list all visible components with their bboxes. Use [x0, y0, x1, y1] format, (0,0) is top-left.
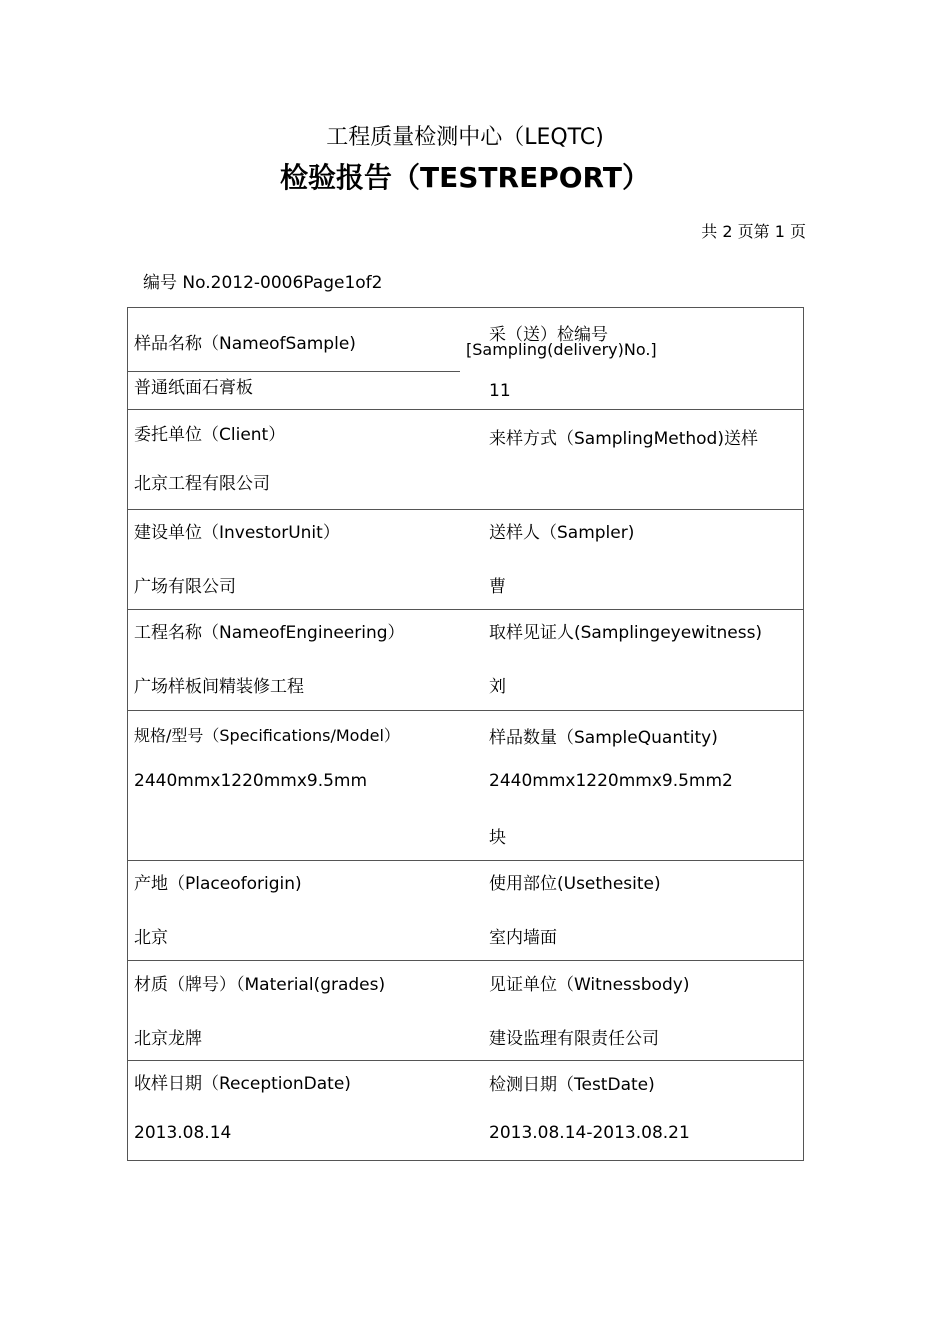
table-row [128, 1061, 803, 1160]
sampling-no-value: 11 [489, 381, 511, 401]
table-row [128, 861, 803, 961]
table-row [128, 711, 803, 861]
engineering-label: 工程名称（NameofEngineering） [134, 623, 405, 643]
sampler-label: 送样人（Sampler) [489, 523, 635, 543]
report-number: 编号 No.2012-0006Page1of2 [143, 273, 383, 293]
sampling-no-label: 采（送）检编号 [489, 325, 608, 345]
quantity-label: 样品数量（SampleQuantity) [489, 728, 718, 748]
origin-label: 产地（Placeoforigin) [134, 874, 302, 894]
table-row [128, 410, 803, 510]
test-date-value: 2013.08.14-2013.08.21 [489, 1123, 690, 1143]
witness-label: 见证单位（Witnessbody) [489, 975, 690, 995]
material-value: 北京龙牌 [134, 1029, 202, 1049]
spec-value: 2440mmx1220mmx9.5mm [134, 771, 368, 791]
sampling-no-label-en: [Sampling(delivery)No.] [466, 340, 657, 359]
sampling-method: 来样方式（SamplingMethod)送样 [489, 429, 758, 449]
material-label: 材质（牌号）（Material(grades) [134, 975, 386, 995]
table-row [128, 610, 803, 711]
eyewitness-label: 取样见证人(Samplingeyewitness) [489, 623, 763, 643]
sample-name-value: 普通纸面石膏板 [134, 378, 253, 398]
quantity-value: 2440mmx1220mmx9.5mm2 [489, 771, 733, 791]
engineering-value: 广场样板间精装修工程 [134, 677, 304, 697]
client-label: 委托单位（Client） [134, 425, 286, 445]
client-value: 北京工程有限公司 [134, 474, 270, 494]
report-title: 检验报告（TESTREPORT） [280, 161, 650, 194]
sample-name-label: 样品名称（NameofSample) [134, 334, 356, 354]
info-table [127, 307, 804, 1161]
investor-label: 建设单位（InvestorUnit） [134, 523, 340, 543]
eyewitness-value: 刘 [489, 677, 506, 697]
quantity-unit: 块 [489, 828, 506, 848]
table-row [128, 510, 803, 610]
witness-value: 建设监理有限责任公司 [489, 1029, 659, 1049]
site-label: 使用部位(Usethesite) [489, 874, 661, 894]
origin-value: 北京 [134, 928, 168, 948]
investor-value: 广场有限公司 [134, 577, 236, 597]
table-row [128, 308, 803, 410]
spec-label: 规格/型号（Specifications/Model） [134, 726, 400, 745]
divider [128, 371, 460, 372]
reception-value: 2013.08.14 [134, 1123, 232, 1143]
test-date-label: 检测日期（TestDate) [489, 1075, 655, 1095]
center-title: 工程质量检测中心（LEQTC) [326, 125, 604, 150]
table-row [128, 961, 803, 1061]
sampler-value: 曹 [489, 577, 506, 597]
reception-label: 收样日期（ReceptionDate) [134, 1074, 351, 1094]
site-value: 室内墙面 [489, 928, 557, 948]
page-info: 共 2 页第 1 页 [701, 222, 806, 241]
